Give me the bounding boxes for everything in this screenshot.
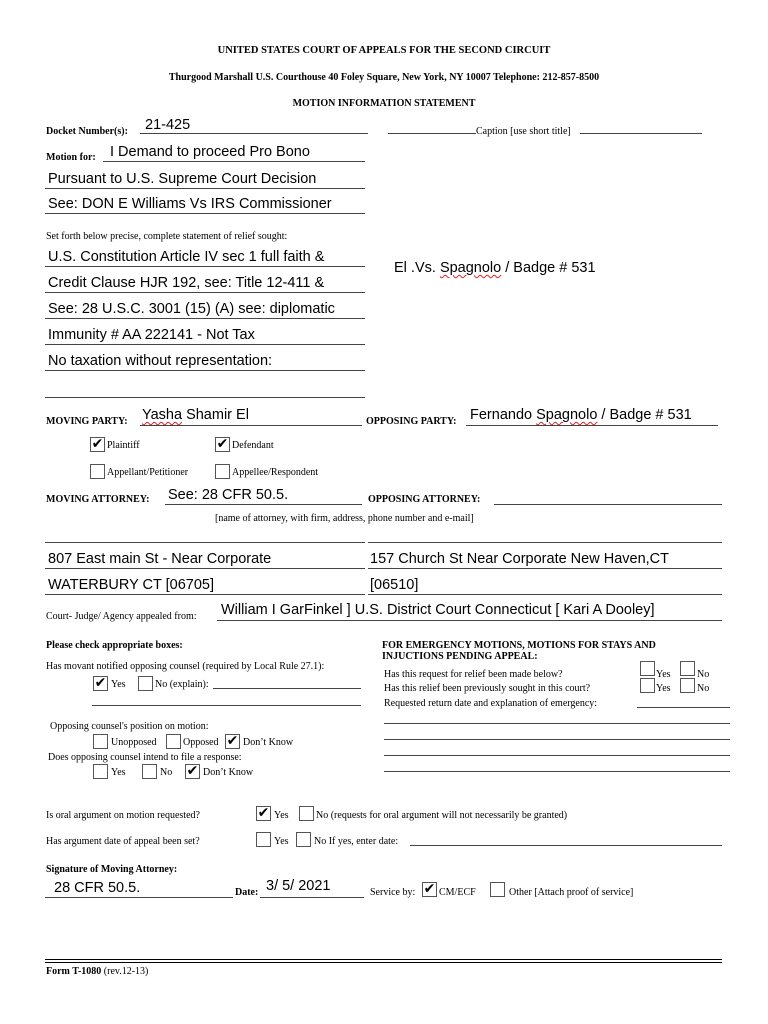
court-judge-label: Court- Judge/ Agency appealed from: [46,611,197,622]
docket-label: Docket Number(s): [46,126,128,137]
oral-no-checkbox[interactable] [299,806,314,821]
opposing-address-line-2[interactable]: [06510] [370,577,419,593]
appellee-label: Appellee/Respondent [232,467,319,478]
caption-label: Caption [use short title] [476,126,571,137]
appellant-label: Appellant/Petitioner [107,467,189,478]
q1-no-label: No [697,669,710,680]
check-boxes-title: Please check appropriate boxes: [46,640,183,651]
unopposed-checkbox[interactable] [93,734,108,749]
emergency-title-2: INJUCTIONS PENDING APPEAL: [382,651,538,662]
q1-yes-label: Yes [656,669,671,680]
relief-line-4[interactable]: Immunity # AA 222141 - Not Tax [48,327,255,343]
attorney-note: [name of attorney, with firm, address, phone number and e-mail] [215,513,474,524]
date-value[interactable]: 3/ 5/ 2021 [266,878,331,894]
appellee-checkbox[interactable] [215,464,230,479]
moving-address-line-1[interactable]: 807 East main St - Near Corporate [48,551,272,567]
defendant-checkbox[interactable]: ✔ [216,436,229,452]
oral-yes-checkbox[interactable]: ✔ [257,805,270,821]
relief-line-1[interactable]: U.S. Constitution Article IV sec 1 full faith & [48,249,325,265]
position-dont-know-checkbox[interactable]: ✔ [226,733,239,749]
emergency-q2: Has this relief been previously sought in this court? [384,683,591,694]
notified-yes-checkbox[interactable]: ✔ [94,675,107,691]
argdate-yes-checkbox[interactable] [256,832,271,847]
argdate-no-checkbox[interactable] [296,832,311,847]
relief-line-2[interactable]: Credit Clause HJR 192, see: Title 12-411 & [48,275,325,291]
court-title: UNITED STATES COURT OF APPEALS FOR THE SECOND CIRCUIT [217,45,551,56]
signature-value[interactable]: 28 CFR 50.5. [54,880,141,896]
q1-yes-checkbox[interactable] [640,661,655,676]
q2-yes-label: Yes [656,683,671,694]
q2-no-label: No [697,683,710,694]
docket-value[interactable]: 21-425 [145,117,191,133]
q2-no-checkbox[interactable] [680,678,695,693]
relief-line-3[interactable]: See: 28 U.S.C. 3001 (15) (A) see: diplomatic [48,301,335,317]
cmecf-label: CM/ECF [439,887,476,898]
motion-for-line-2[interactable]: Pursuant to U.S. Supreme Court Decision [48,171,317,187]
opposed-checkbox[interactable] [166,734,181,749]
motion-for-label: Motion for: [46,152,96,163]
opposing-address-line-1[interactable]: 157 Church St Near Corporate New Haven,CT [370,551,669,567]
opposing-party-value[interactable]: Fernando Spagnolo / Badge # 531 [470,407,692,423]
plaintiff-label: Plaintiff [107,440,140,451]
intend-yes-label: Yes [111,767,126,778]
form-id: Form T-1080 (rev.12-13) [46,966,149,977]
moving-party-label: MOVING PARTY: [46,416,128,427]
argdate-no-label: No If yes, enter date: [314,836,399,847]
opposing-attorney-label: OPPOSING ATTORNEY: [368,494,481,505]
oral-argument-question: Is oral argument on motion requested? [46,810,200,821]
moving-attorney-value[interactable]: See: 28 CFR 50.5. [168,487,289,503]
form-title: MOTION INFORMATION STATEMENT [292,98,476,109]
moving-address-line-2[interactable]: WATERBURY CT [06705] [48,577,215,593]
defendant-label: Defendant [232,440,274,451]
motion-for-line-1[interactable]: I Demand to proceed Pro Bono [110,144,310,160]
emergency-q1: Has this request for relief been made below? [384,669,563,680]
intend-question: Does opposing counsel intend to file a response: [48,752,242,763]
court-address: Thurgood Marshall U.S. Courthouse 40 Foley Square, New York, NY 10007 Telephone: 212-857-8500 [168,72,600,83]
service-label: Service by: [370,887,416,898]
position-question: Opposing counsel's position on motion: [50,721,209,732]
moving-attorney-label: MOVING ATTORNEY: [46,494,150,505]
date-label: Date: [235,887,259,898]
q1-no-checkbox[interactable] [680,661,695,676]
intend-yes-checkbox[interactable] [93,764,108,779]
notified-no-checkbox[interactable] [138,676,153,691]
intend-no-checkbox[interactable] [142,764,157,779]
opposed-label: Opposed [183,737,219,748]
cmecf-checkbox[interactable]: ✔ [423,881,436,897]
emergency-title-1: FOR EMERGENCY MOTIONS, MOTIONS FOR STAYS AND [382,640,656,651]
unopposed-label: Unopposed [111,737,157,748]
argdate-yes-label: Yes [274,836,289,847]
position-dont-know-label: Don’t Know [243,737,294,748]
intend-dont-know-label: Don’t Know [203,767,254,778]
notified-yes-label: Yes [111,679,126,690]
emergency-q3: Requested return date and explanation of emergency: [384,698,598,709]
q2-yes-checkbox[interactable] [640,678,655,693]
opposing-party-label: OPPOSING PARTY: [366,416,457,427]
motion-for-line-3[interactable]: See: DON E Williams Vs IRS Commissioner [48,196,332,212]
notified-question: Has movant notified opposing counsel (required by Local Rule 27.1): [46,661,325,672]
argument-date-question: Has argument date of appeal been set? [46,836,200,847]
oral-yes-label: Yes [274,810,289,821]
moving-party-value[interactable]: Yasha Shamir El [142,407,249,423]
other-service-checkbox[interactable] [490,882,505,897]
oral-no-label: No (requests for oral argument will not necessarily be granted) [316,810,568,821]
signature-label: Signature of Moving Attorney: [46,864,178,875]
intend-no-label: No [160,767,173,778]
relief-label: Set forth below precise, complete statement of relief sought: [46,231,288,242]
court-judge-value[interactable]: William I GarFinkel ] U.S. District Court Connecticut [ Kari A Dooley] [221,602,655,618]
caption-value[interactable]: El .Vs. Spagnolo / Badge # 531 [394,260,596,276]
appellant-checkbox[interactable] [90,464,105,479]
relief-line-5[interactable]: No taxation without representation: [48,353,273,369]
intend-dont-know-checkbox[interactable]: ✔ [186,763,199,779]
other-service-label: Other [Attach proof of service] [509,887,634,898]
notified-no-label: No (explain): [155,679,209,690]
plaintiff-checkbox[interactable]: ✔ [91,436,104,452]
